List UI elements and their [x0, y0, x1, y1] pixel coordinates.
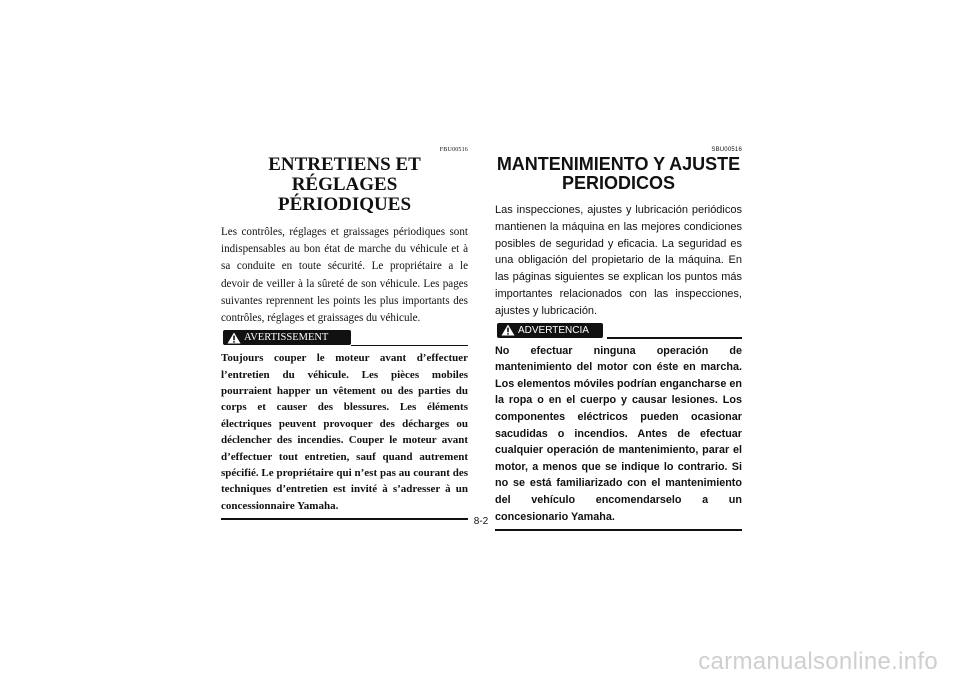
warning-triangle-icon: [501, 324, 515, 336]
french-section-code: FBU00516: [439, 147, 468, 153]
spanish-title-line1: MANTENIMIENTO Y AJUSTE: [496, 154, 741, 174]
french-column: [221, 146, 468, 520]
spanish-warning-header: [495, 323, 742, 339]
spanish-column: [495, 146, 742, 531]
spanish-title: [495, 155, 742, 193]
spanish-warning-label: ADVERTENCIA: [518, 324, 589, 336]
french-paragraph: Les contrôles, réglages et graissages périodiques sont indispensables au bon état de marche du véhicule et à sa conduite en toute sécurité. Le propriétaire a le devoir de veiller à la sûreté de son véhicule. Les pages suivantes reprennent les points les plus importants des contrôles, réglages et graissages du véhicule.: [221, 226, 468, 325]
page-number: 8-2: [473, 516, 489, 527]
french-title-line1: ENTRETIENS ET RÉGLAGES: [268, 154, 421, 195]
french-warning-badge: [223, 330, 351, 345]
spanish-paragraph: Las inspecciones, ajustes y lubricación periódicos mantienen la máquina en las mejores condiciones posibles de seguridad y eficacia. La seguridad es una obligación del propietario de la máquina. En las páginas siguientes se explican los puntos más importantes relacionados con las inspecciones, ajustes y lubricación.: [495, 204, 742, 317]
spanish-warning-rule: [607, 337, 742, 339]
spanish-section-code: SBU00516: [711, 147, 742, 153]
french-warning-bottom-rule: [221, 518, 468, 520]
french-warning-rule: [351, 345, 468, 347]
french-warning-text: Toujours couper le moteur avant d’effectuer l’entretien du véhicule. Les pièces mobiles pourraient happer un vêtement ou des parties du corps et causer des blessures. Les éléments électriques peuvent provoquer des décharges ou déclencher des incendies. Couper le moteur avant d’effectuer tout entretien, sauf quand autrement spécifié. Le propriétaire qui n’est pas au courant des techniques d’entretien est invité à s’adresser à un concessionnaire Yamaha.: [221, 352, 468, 512]
spanish-title-line2: PERIODICOS: [561, 173, 676, 193]
warning-triangle-icon: [227, 332, 241, 344]
spanish-warning-text: No efectuar ninguna operación de mantenimiento del motor con éste en marcha. Los elementos móviles podrían engancharse en la ropa o en el cuerpo y causar lesiones. Los componentes eléctricos pueden ocasionar sacudidas o incendios. Antes de efectuar cualquier operación de mantenimiento, parar el motor, a menos que se indique lo contrario. Si no se está familiarizado con el mantenimiento del vehículo encomendarselo a un concesionario Yamaha.: [495, 344, 742, 523]
spanish-warning-bottom-rule: [495, 529, 742, 531]
french-title-line2: PÉRIODIQUES: [277, 194, 412, 215]
french-title: [221, 155, 468, 215]
french-warning-header: [221, 330, 468, 346]
spanish-warning-badge: [497, 323, 603, 338]
watermark: carmanualsonline.info: [698, 648, 938, 675]
french-warning-label: AVERTISSEMENT: [244, 332, 329, 344]
